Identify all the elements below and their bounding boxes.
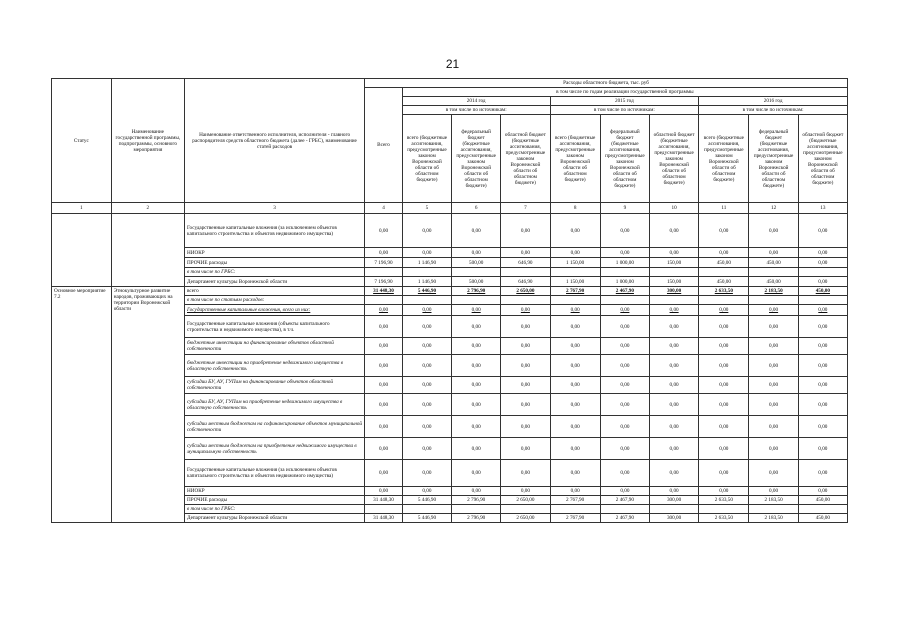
value-cell: 0,00 — [501, 316, 550, 338]
value-cell — [649, 296, 698, 305]
value-cell: 0,00 — [550, 438, 600, 460]
value-cell: 31 448,30 — [365, 514, 403, 523]
value-cell — [649, 268, 698, 277]
value-cell: 2 633,50 — [699, 287, 749, 296]
value-cell: 0,00 — [402, 438, 451, 460]
value-cell: 0,00 — [600, 338, 649, 355]
header-src-regional: областной бюджет (бюджетные ассигнования, предусмотренные законом Воронежской области об областном бюджете) — [798, 115, 847, 203]
value-cell: 0,00 — [798, 438, 847, 460]
header-total: Всего — [365, 88, 403, 203]
row-label: Государственные капитальные вложения (за исключением объектов капитального строительства и объектов недвижимого имущества) — [185, 214, 365, 248]
value-cell: 1 146,90 — [402, 258, 451, 268]
value-cell: 0,00 — [452, 316, 501, 338]
row-label: в том числе по статьям расходов: — [185, 296, 365, 305]
value-cell: 0,00 — [402, 214, 451, 248]
value-cell: 0,00 — [452, 438, 501, 460]
value-cell: 0,00 — [649, 305, 698, 316]
row-label: Государственные капитальные вложения (объекты капитального строительства и недвижимого имущества), в т.ч. — [185, 316, 365, 338]
column-index: 2 — [111, 203, 184, 214]
value-cell: 31 448,30 — [365, 287, 403, 296]
value-cell: 0,00 — [402, 416, 451, 438]
value-cell: 0,00 — [365, 487, 403, 496]
value-cell: 450,00 — [699, 258, 749, 268]
value-cell — [699, 268, 749, 277]
header-expenses-title: Расходы областного бюджета, тыс. руб — [365, 79, 848, 88]
header-sources-2015: в том числе по источникам: — [550, 106, 699, 115]
value-cell: 2 650,00 — [501, 514, 550, 523]
row-label: бюджетные инвестиции на финансирование объектов областной собственности — [185, 338, 365, 355]
value-cell: 0,00 — [600, 305, 649, 316]
header-src-federal: федеральный бюджет (бюджетные ассигнования, предусмотренные законом Воронежской области об областном бюджете) — [600, 115, 649, 203]
value-cell: 0,00 — [452, 394, 501, 416]
value-cell: 0,00 — [798, 355, 847, 377]
value-cell: 0,00 — [600, 355, 649, 377]
header-year-2014: 2014 год — [402, 97, 550, 106]
value-cell: 0,00 — [798, 338, 847, 355]
column-index: 4 — [365, 203, 403, 214]
value-cell: 0,00 — [365, 316, 403, 338]
value-cell: 2 650,00 — [501, 287, 550, 296]
value-cell: 0,00 — [402, 487, 451, 496]
value-cell: 0,00 — [452, 377, 501, 394]
row-label: НИОКР — [185, 248, 365, 258]
value-cell — [365, 268, 403, 277]
value-cell: 0,00 — [452, 248, 501, 258]
value-cell — [550, 296, 600, 305]
value-cell: 0,00 — [798, 487, 847, 496]
value-cell: 2 796,90 — [452, 496, 501, 505]
value-cell: 500,00 — [452, 277, 501, 287]
value-cell: 0,00 — [402, 316, 451, 338]
column-index: 1 — [52, 203, 112, 214]
value-cell: 0,00 — [699, 305, 749, 316]
value-cell: 0,00 — [699, 460, 749, 487]
value-cell: 2 467,90 — [600, 496, 649, 505]
header-program-name: Наименование государственной программы, подпрограммы, основного мероприятия — [111, 79, 184, 203]
program-name-cell: Этнокультурное развитие народов, проживающих на территории Воронежской области — [111, 287, 184, 523]
value-cell: 0,00 — [365, 394, 403, 416]
value-cell: 0,00 — [600, 248, 649, 258]
value-cell — [798, 296, 847, 305]
value-cell: 0,00 — [402, 394, 451, 416]
value-cell: 0,00 — [699, 487, 749, 496]
value-cell: 2 467,90 — [600, 514, 649, 523]
value-cell — [402, 505, 451, 514]
value-cell: 0,00 — [749, 305, 798, 316]
value-cell — [402, 268, 451, 277]
value-cell — [749, 268, 798, 277]
row-label: субсидии БУ, АУ, ГУПам на приобретение недвижимого имущества в областную собственность — [185, 394, 365, 416]
row-label: субсидии местным бюджетам на приобретение недвижимого имущества в муниципальную собственность — [185, 438, 365, 460]
table-row — [52, 214, 848, 248]
value-cell: 0,00 — [699, 338, 749, 355]
value-cell: 0,00 — [699, 416, 749, 438]
value-cell: 500,00 — [452, 258, 501, 268]
value-cell: 0,00 — [749, 394, 798, 416]
value-cell: 450,00 — [798, 514, 847, 523]
value-cell: 0,00 — [798, 416, 847, 438]
value-cell — [749, 505, 798, 514]
value-cell — [501, 505, 550, 514]
value-cell: 0,00 — [798, 316, 847, 338]
value-cell: 0,00 — [452, 338, 501, 355]
value-cell: 2 767,90 — [550, 496, 600, 505]
value-cell: 0,00 — [699, 355, 749, 377]
value-cell: 0,00 — [365, 377, 403, 394]
value-cell: 0,00 — [798, 214, 847, 248]
value-cell — [550, 268, 600, 277]
value-cell — [501, 268, 550, 277]
value-cell: 0,00 — [749, 438, 798, 460]
value-cell: 0,00 — [749, 460, 798, 487]
value-cell: 0,00 — [798, 394, 847, 416]
status-cell-empty — [52, 214, 112, 287]
value-cell: 0,00 — [649, 316, 698, 338]
row-label: Государственные капитальные вложения, всего из них: — [185, 305, 365, 316]
row-label: ПРОЧИЕ расходы — [185, 258, 365, 268]
row-label: Государственные капитальные вложения (за исключением объектов капитального строительства и объектов недвижимого имущества) — [185, 460, 365, 487]
value-cell: 0,00 — [798, 277, 847, 287]
value-cell: 300,00 — [649, 514, 698, 523]
value-cell: 31 448,30 — [365, 496, 403, 505]
value-cell: 0,00 — [550, 460, 600, 487]
value-cell: 0,00 — [649, 214, 698, 248]
value-cell: 0,00 — [365, 416, 403, 438]
value-cell: 2 183,50 — [749, 496, 798, 505]
value-cell: 2 650,00 — [501, 496, 550, 505]
value-cell: 0,00 — [501, 394, 550, 416]
value-cell: 0,00 — [365, 355, 403, 377]
value-cell: 0,00 — [699, 377, 749, 394]
value-cell: 0,00 — [550, 394, 600, 416]
value-cell — [699, 296, 749, 305]
value-cell: 2 183,50 — [749, 514, 798, 523]
value-cell — [501, 296, 550, 305]
value-cell — [365, 505, 403, 514]
status-cell: Основное мероприятие 7.2 — [52, 287, 112, 523]
value-cell: 0,00 — [649, 355, 698, 377]
column-index: 8 — [550, 203, 600, 214]
value-cell: 0,00 — [749, 355, 798, 377]
row-label: субсидии БУ, АУ, ГУПам на финансирование объектов областной собственности — [185, 377, 365, 394]
value-cell: 0,00 — [452, 416, 501, 438]
value-cell: 0,00 — [749, 338, 798, 355]
value-cell — [749, 296, 798, 305]
table-row — [52, 287, 848, 296]
value-cell: 0,00 — [550, 305, 600, 316]
value-cell: 0,00 — [550, 338, 600, 355]
value-cell: 0,00 — [501, 338, 550, 355]
value-cell: 0,00 — [550, 377, 600, 394]
header-year-2016: 2016 год — [699, 97, 848, 106]
value-cell: 0,00 — [600, 487, 649, 496]
value-cell: 0,00 — [749, 316, 798, 338]
value-cell: 0,00 — [550, 416, 600, 438]
value-cell: 0,00 — [699, 316, 749, 338]
value-cell: 2 633,50 — [699, 514, 749, 523]
value-cell: 0,00 — [402, 305, 451, 316]
value-cell: 0,00 — [501, 305, 550, 316]
value-cell — [452, 505, 501, 514]
value-cell: 450,00 — [798, 496, 847, 505]
column-index: 9 — [600, 203, 649, 214]
value-cell: 5 446,90 — [402, 496, 451, 505]
value-cell: 5 446,90 — [402, 514, 451, 523]
column-index: 7 — [501, 203, 550, 214]
column-index: 10 — [649, 203, 698, 214]
value-cell: 0,00 — [501, 416, 550, 438]
value-cell — [699, 505, 749, 514]
value-cell: 2 767,90 — [550, 287, 600, 296]
value-cell: 0,00 — [699, 394, 749, 416]
value-cell: 0,00 — [365, 460, 403, 487]
value-cell: 1 000,00 — [600, 258, 649, 268]
value-cell: 0,00 — [550, 248, 600, 258]
value-cell — [600, 268, 649, 277]
value-cell: 0,00 — [749, 377, 798, 394]
value-cell: 7 196,90 — [365, 277, 403, 287]
value-cell — [600, 296, 649, 305]
value-cell: 0,00 — [749, 248, 798, 258]
header-src-total: всего (бюджетные ассигнования, предусмотренные законом Воронежской области об областном бюджете) — [550, 115, 600, 203]
value-cell: 0,00 — [550, 214, 600, 248]
value-cell: 2 796,90 — [452, 514, 501, 523]
header-year-2015: 2015 год — [550, 97, 699, 106]
value-cell: 0,00 — [600, 394, 649, 416]
value-cell: 0,00 — [550, 355, 600, 377]
value-cell: 0,00 — [749, 214, 798, 248]
value-cell: 0,00 — [452, 460, 501, 487]
value-cell: 0,00 — [798, 258, 847, 268]
value-cell: 0,00 — [798, 248, 847, 258]
value-cell: 0,00 — [600, 316, 649, 338]
value-cell: 450,00 — [749, 277, 798, 287]
value-cell: 0,00 — [649, 487, 698, 496]
header-by-years: в том числе по годам реализации государственной программы — [402, 88, 847, 97]
value-cell: 0,00 — [365, 305, 403, 316]
value-cell: 450,00 — [749, 258, 798, 268]
row-label: Департамент культуры Воронежской области — [185, 277, 365, 287]
value-cell: 300,00 — [649, 496, 698, 505]
program-name-cell-empty — [111, 214, 184, 287]
value-cell: 0,00 — [365, 214, 403, 248]
value-cell — [798, 505, 847, 514]
value-cell: 0,00 — [501, 487, 550, 496]
row-label: в том числе по ГРБС: — [185, 505, 365, 514]
header-sources-2014: в том числе по источникам: — [402, 106, 550, 115]
value-cell: 0,00 — [550, 316, 600, 338]
header-status: Статус — [52, 79, 112, 203]
row-label: НИОКР — [185, 487, 365, 496]
value-cell: 0,00 — [699, 214, 749, 248]
column-index: 3 — [185, 203, 365, 214]
value-cell: 0,00 — [649, 416, 698, 438]
header-src-total: всего (бюджетные ассигнования, предусмотренные законом Воронежской области об областном бюджете) — [402, 115, 451, 203]
header-src-federal: федеральный бюджет (бюджетные ассигнования, предусмотренные законом Воронежской области об областном бюджете) — [452, 115, 501, 203]
value-cell: 300,00 — [649, 287, 698, 296]
value-cell: 1 000,00 — [600, 277, 649, 287]
value-cell: 450,00 — [798, 287, 847, 296]
value-cell: 0,00 — [600, 416, 649, 438]
value-cell: 2 183,50 — [749, 287, 798, 296]
value-cell — [600, 505, 649, 514]
value-cell: 0,00 — [365, 248, 403, 258]
row-label: бюджетные инвестиции на приобретение недвижимого имущества в областную собственность — [185, 355, 365, 377]
budget-table — [51, 78, 848, 523]
column-index: 6 — [452, 203, 501, 214]
value-cell — [798, 268, 847, 277]
header-row-1 — [52, 79, 848, 88]
value-cell: 0,00 — [402, 338, 451, 355]
value-cell: 0,00 — [798, 460, 847, 487]
value-cell: 0,00 — [501, 377, 550, 394]
value-cell: 2 467,90 — [600, 287, 649, 296]
column-index: 13 — [798, 203, 847, 214]
value-cell: 0,00 — [365, 438, 403, 460]
value-cell: 0,00 — [452, 487, 501, 496]
column-index: 12 — [749, 203, 798, 214]
page-number: 21 — [445, 57, 460, 71]
value-cell: 1 146,90 — [402, 277, 451, 287]
value-cell: 0,00 — [600, 438, 649, 460]
column-index: 5 — [402, 203, 451, 214]
header-executor: Наименование ответственного исполнителя, исполнителя - главного распорядителя средств областного бюджета (далее - ГРБС), наименование статей расходов — [185, 79, 365, 203]
value-cell: 0,00 — [699, 438, 749, 460]
value-cell: 1 150,00 — [550, 258, 600, 268]
column-index-row — [52, 203, 848, 214]
value-cell — [402, 296, 451, 305]
value-cell: 0,00 — [501, 438, 550, 460]
value-cell: 0,00 — [649, 438, 698, 460]
row-label: субсидии местным бюджетам на софинансирование объектов муниципальной собственности — [185, 416, 365, 438]
header-sources-2016: в том числе по источникам: — [699, 106, 848, 115]
value-cell — [452, 268, 501, 277]
header-src-total: всего (бюджетные ассигнования, предусмотренные законом Воронежской области об областном бюджете) — [699, 115, 749, 203]
value-cell: 150,00 — [649, 277, 698, 287]
value-cell: 0,00 — [501, 460, 550, 487]
value-cell: 0,00 — [365, 338, 403, 355]
row-label: ПРОЧИЕ расходы — [185, 496, 365, 505]
value-cell: 2 767,90 — [550, 514, 600, 523]
value-cell: 0,00 — [699, 248, 749, 258]
value-cell: 0,00 — [550, 487, 600, 496]
value-cell: 450,00 — [699, 277, 749, 287]
value-cell: 2 633,50 — [699, 496, 749, 505]
value-cell: 0,00 — [402, 377, 451, 394]
value-cell — [550, 505, 600, 514]
value-cell: 150,00 — [649, 258, 698, 268]
value-cell: 0,00 — [649, 394, 698, 416]
header-src-federal: федеральный бюджет (бюджетные ассигнования, предусмотренные законом Воронежской области об областном бюджете) — [749, 115, 798, 203]
value-cell — [452, 296, 501, 305]
value-cell: 0,00 — [649, 377, 698, 394]
value-cell: 0,00 — [501, 355, 550, 377]
value-cell: 0,00 — [501, 214, 550, 248]
row-label: всего — [185, 287, 365, 296]
value-cell: 0,00 — [798, 377, 847, 394]
value-cell: 1 150,00 — [550, 277, 600, 287]
value-cell: 0,00 — [649, 248, 698, 258]
header-src-regional: областной бюджет (бюджетные ассигнования, предусмотренные законом Воронежской области об областном бюджете) — [649, 115, 698, 203]
value-cell: 7 196,90 — [365, 258, 403, 268]
value-cell: 0,00 — [600, 460, 649, 487]
value-cell: 0,00 — [749, 487, 798, 496]
value-cell: 0,00 — [452, 355, 501, 377]
value-cell: 646,90 — [501, 277, 550, 287]
value-cell: 0,00 — [749, 416, 798, 438]
value-cell: 0,00 — [402, 248, 451, 258]
column-index: 11 — [699, 203, 749, 214]
value-cell: 0,00 — [798, 305, 847, 316]
value-cell: 0,00 — [600, 377, 649, 394]
value-cell: 0,00 — [600, 214, 649, 248]
header-src-regional: областной бюджет (бюджетные ассигнования, предусмотренные законом Воронежской области об областном бюджете) — [501, 115, 550, 203]
row-label: Департамент культуры Воронежской области — [185, 514, 365, 523]
value-cell: 0,00 — [501, 248, 550, 258]
value-cell: 0,00 — [402, 460, 451, 487]
value-cell — [365, 296, 403, 305]
value-cell: 5 446,90 — [402, 287, 451, 296]
value-cell: 0,00 — [649, 338, 698, 355]
value-cell: 0,00 — [402, 355, 451, 377]
value-cell: 0,00 — [649, 460, 698, 487]
value-cell — [649, 505, 698, 514]
value-cell: 646,90 — [501, 258, 550, 268]
row-label: в том числе по ГРБС: — [185, 268, 365, 277]
value-cell: 0,00 — [452, 305, 501, 316]
value-cell: 2 796,90 — [452, 287, 501, 296]
value-cell: 0,00 — [452, 214, 501, 248]
